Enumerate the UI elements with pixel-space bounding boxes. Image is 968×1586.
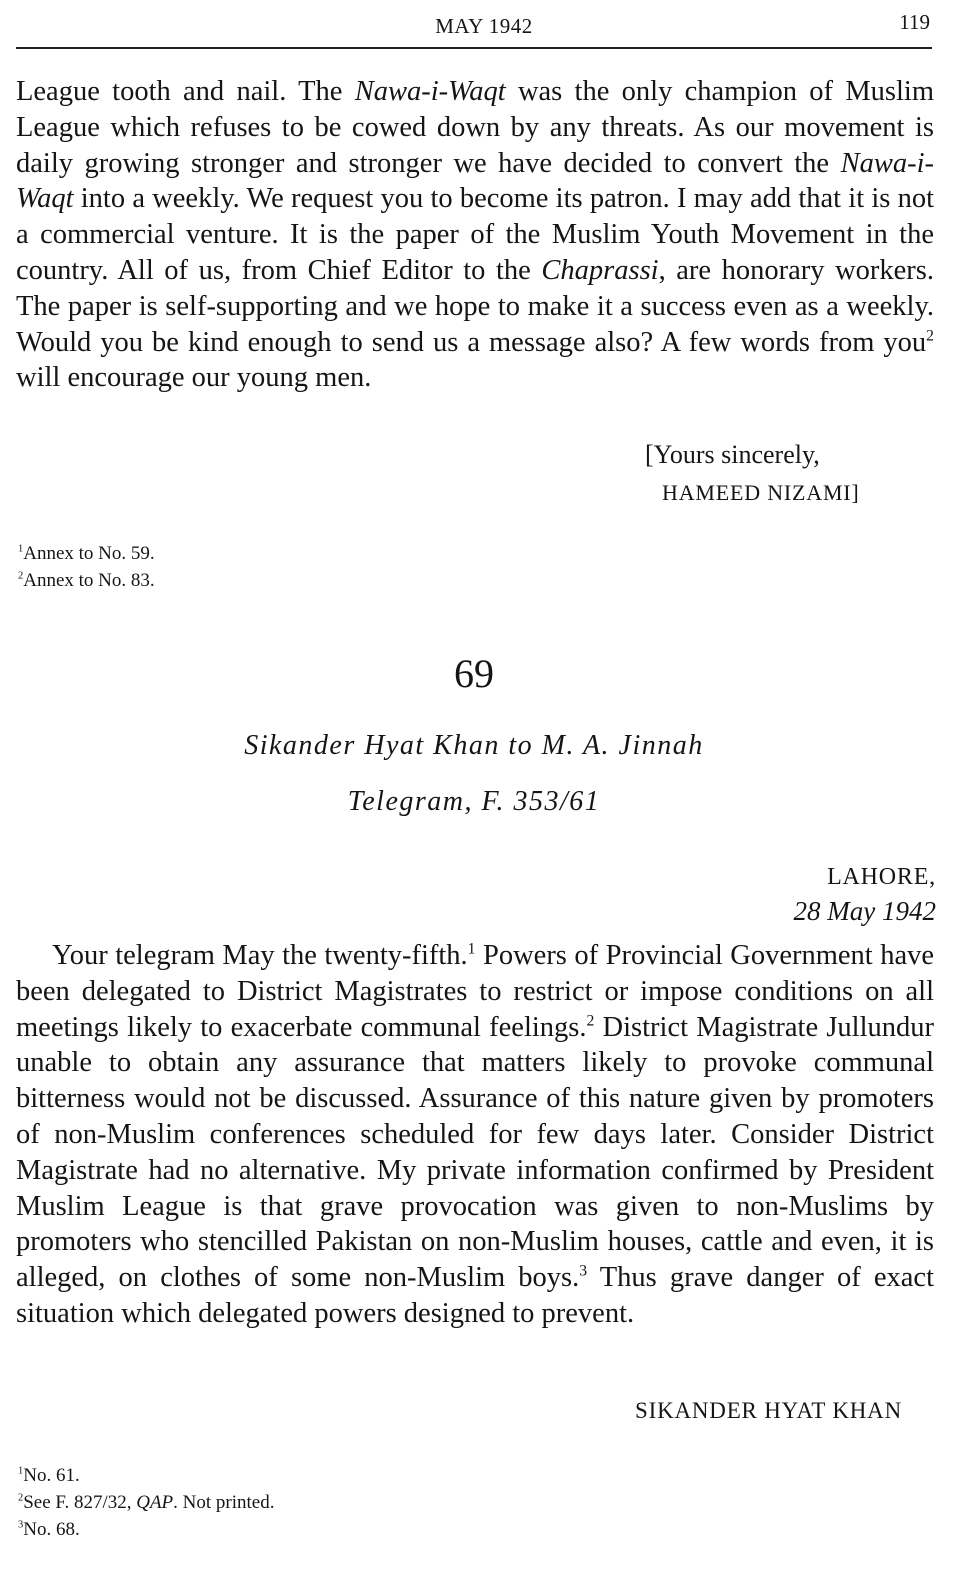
footnote-text: No. 61. bbox=[23, 1465, 80, 1486]
footnote-abbrev: QAP bbox=[136, 1492, 174, 1513]
footnote-marker: 1 bbox=[18, 1465, 24, 1477]
text-run: was the only champion of Muslim League which refuses to be cowed down by any threats. As our movement is daily growing stronger and stronger we have decided to convert the bbox=[16, 76, 934, 179]
letter-closing: [Yours sincerely, bbox=[645, 440, 820, 469]
text-run: Thus grave danger of exact situation which delegated powers designed to prevent. bbox=[16, 1262, 934, 1329]
footnote bbox=[18, 540, 155, 567]
document-number: 69 bbox=[454, 651, 494, 696]
text-run: , are honorary workers. The paper is self-supporting and we hope to make it a success even as a weekly. Would you be kind enough to send us a message also? A few words from you bbox=[16, 254, 935, 358]
text-run: Powers of Provincial Government have been delegated to District Magistrates to restrict or impose conditions on all meetings likely to exacerbate communal feelings. bbox=[16, 940, 934, 1043]
chaprassi-term: Chaprassi bbox=[541, 254, 659, 286]
text-run: will encourage our young men. bbox=[16, 362, 372, 394]
dateline-date: 28 May 1942 bbox=[793, 896, 936, 926]
header-rule bbox=[16, 47, 932, 49]
document-heading: Sikander Hyat Khan to M. A. Jinnah bbox=[244, 730, 704, 761]
footnote-marker: 2 bbox=[926, 327, 934, 345]
footnotes-bottom bbox=[18, 1462, 275, 1543]
running-head bbox=[0, 10, 968, 42]
footnote-marker: 3 bbox=[18, 1519, 24, 1531]
newspaper-name: Nawa-i-Waqt bbox=[16, 147, 934, 215]
dateline-place: LAHORE, bbox=[827, 864, 936, 890]
footnote-marker: 3 bbox=[579, 1262, 588, 1280]
footnote-text: See F. 827/32, bbox=[23, 1492, 137, 1513]
telegram-body bbox=[16, 938, 934, 1332]
footnote-text: Annex to No. 83. bbox=[23, 570, 155, 591]
footnote-marker: 2 bbox=[18, 570, 24, 582]
newspaper-name: Nawa-i-Waqt bbox=[354, 76, 506, 107]
text-run: Your telegram May the twenty-fifth. bbox=[52, 940, 468, 971]
text-run: into a weekly. We request you to become its patron. I may add that it is not a commercial venture. It is the paper of the Muslim Youth Movement in the country. All of us, from Chief Editor to the bbox=[16, 183, 934, 286]
footnote-text: No. 68. bbox=[23, 1519, 80, 1540]
footnote-marker: 2 bbox=[18, 1492, 24, 1504]
text-run: League tooth and nail. The bbox=[16, 76, 355, 107]
footnote bbox=[18, 1516, 275, 1543]
footnote-text: . Not printed. bbox=[173, 1492, 275, 1513]
footnote-marker: 2 bbox=[586, 1012, 595, 1030]
text-run: District Magistrate Jullundur unable to obtain any assurance that matters likely to provoke communal bitterness would not be discussed. Assurance of this nature given by promoters of non-Muslim conferences scheduled for few days later. Consider District Magistrate had no alternative. My private information confirmed by President Muslim League is that grave provocation was given to non-Muslims by promoters who stencilled Pakistan on non-Muslim houses, cattle and even, it is alleged, on clothes of some non-Muslim boys. bbox=[16, 1011, 935, 1294]
footnotes-top bbox=[18, 540, 155, 594]
footnote-marker: 1 bbox=[18, 543, 24, 555]
letter-continuation-paragraph bbox=[16, 74, 934, 396]
footnote-marker: 1 bbox=[467, 940, 476, 958]
letter-signer: HAMEED NIZAMI] bbox=[662, 480, 860, 505]
footnote bbox=[18, 1462, 275, 1489]
telegram-signature: SIKANDER HYAT KHAN bbox=[635, 1398, 902, 1423]
footnote bbox=[18, 567, 155, 594]
footnote bbox=[18, 1489, 275, 1516]
running-title: MAY 1942 bbox=[435, 14, 533, 38]
document-subheading: Telegram, F. 353/61 bbox=[347, 786, 601, 817]
page-number: 119 bbox=[899, 10, 930, 34]
footnote-text: Annex to No. 59. bbox=[23, 543, 155, 564]
